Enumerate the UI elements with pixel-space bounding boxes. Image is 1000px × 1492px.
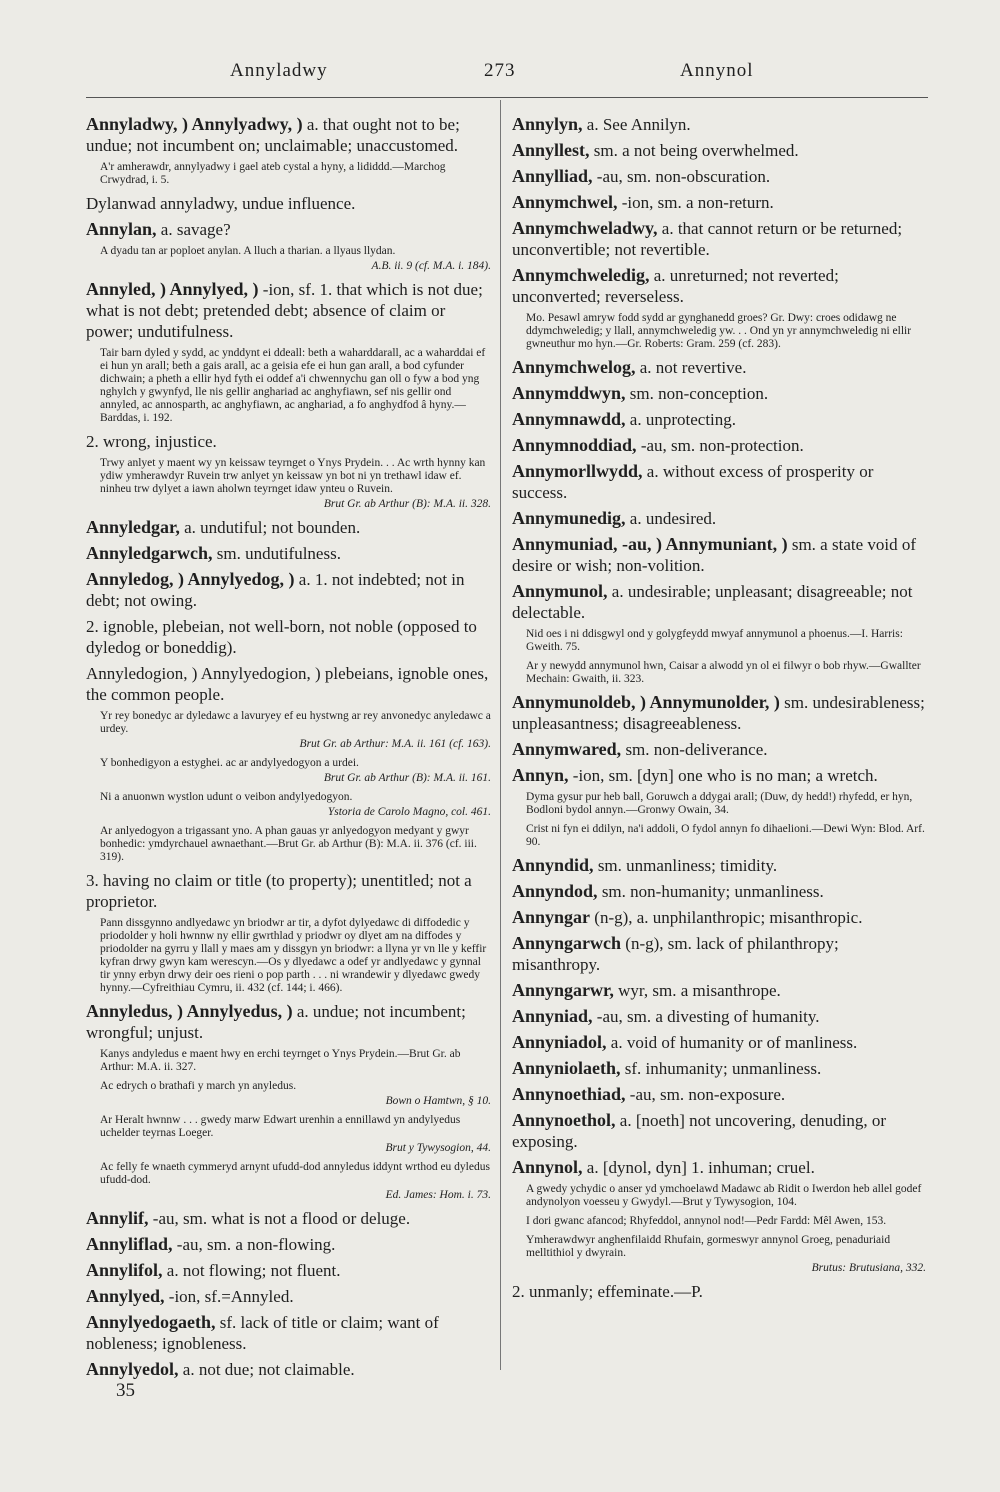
headword: Annyledog, ) Annylyedog, ): [86, 569, 295, 589]
headword: Annyledus, ) Annylyedus, ): [86, 1001, 293, 1021]
headword: Annyniad,: [512, 1006, 593, 1026]
sense-continuation: 3. having no claim or title (to property); unentitled; not a proprietor.: [86, 871, 472, 911]
headword: Annyniadol,: [512, 1032, 607, 1052]
dictionary-entry: [512, 1058, 926, 1079]
definition: sm. undesirableness; unpleasantness; disagreeableness.: [512, 693, 925, 733]
dictionary-entry: [512, 192, 926, 213]
definition: sf. lack of title or claim; want of nobleness; ignobleness.: [86, 1313, 439, 1353]
definition: -ion, sf. 1. that which is not due; what is not debt; pretended debt; absence of claim or power; undutifulness.: [86, 280, 483, 341]
headword: Annyledgarwch,: [86, 543, 213, 563]
dictionary-entry: [512, 1110, 926, 1152]
dictionary-entry: [512, 218, 926, 260]
citation-quote: Y bonhedigyon a estyghei. ac ar andylyedogyon a urdei.: [100, 757, 359, 769]
headword: Annyn,: [512, 765, 569, 785]
column-divider: [500, 100, 501, 1370]
definition: -ion, sf.=Annyled.: [164, 1287, 294, 1306]
headword: Annylyed,: [86, 1286, 165, 1306]
definition: a. unprotecting.: [625, 410, 737, 429]
running-head-right: Annynol: [680, 60, 754, 81]
dictionary-entry: [86, 1312, 491, 1354]
citation-source: Brut Gr. ab Arthur: M.A. ii. 161 (cf. 163).: [299, 738, 491, 750]
definition: a. undesired.: [625, 509, 717, 528]
headword: Annymnoddiad,: [512, 435, 637, 455]
definition: -ion, sm. a non-return.: [617, 193, 774, 212]
definition: a. that ought not to be; undue; not incumbent on; unclaimable; unaccustomed.: [86, 115, 460, 155]
headword: Annyliflad,: [86, 1234, 173, 1254]
definition: -au, sm. a non-flowing.: [172, 1235, 336, 1254]
dictionary-entry: [86, 517, 491, 538]
dictionary-entry: [86, 569, 491, 611]
headword: Annymunoldeb, ) Annymunolder, ): [512, 692, 780, 712]
citation-quote: I dori gwanc afancod; Rhyfeddol, annynol nod!—Pedr Fardd: Mêl Awen, 153.: [526, 1215, 887, 1227]
dictionary-entry: [512, 739, 926, 760]
headword: Annylyedogaeth,: [86, 1312, 216, 1332]
headword: Annymunedig,: [512, 508, 626, 528]
citation-quote: Ac felly fe wnaeth cymmeryd arnynt ufudd-dod annyledus iddynt wrthod eu dyledus ufudd-dod.: [100, 1161, 490, 1186]
dictionary-entry: [512, 881, 926, 902]
dictionary-entry: [86, 543, 491, 564]
sense-continuation: 2. unmanly; effeminate.—P.: [512, 1282, 703, 1301]
definition: sm. unmanliness; timidity.: [593, 856, 778, 875]
page-number: 273: [484, 60, 516, 81]
sense-continuation: Dylanwad annyladwy, undue influence.: [86, 194, 356, 213]
headword: Annyled, ) Annylyed, ): [86, 279, 259, 299]
headword: Annylyn,: [512, 114, 583, 134]
right-column: [512, 114, 926, 1307]
citation-source: Bown o Hamtwn, § 10.: [385, 1095, 491, 1107]
citation-source: Brut y Tywysogion, 44.: [385, 1142, 491, 1154]
dictionary-entry: [512, 933, 926, 975]
definition: a. undesirable; unpleasant; disagreeable; not delectable.: [512, 582, 913, 622]
dictionary-entry: [512, 765, 926, 786]
citation-quote: A dyadu tan ar poploet anylan. A lluch a tharian. a llyaus llydan.: [100, 245, 396, 257]
citation-quote: Kanys andyledus e maent hwy en erchi teyrnget o Ynys Prydein.—Brut Gr. ab Arthur: M.A. ii. 327.: [100, 1048, 461, 1073]
definition: -ion, sm. [dyn] one who is no man; a wretch.: [568, 766, 878, 785]
definition: a. [dynol, dyn] 1. inhuman; cruel.: [582, 1158, 815, 1177]
dictionary-entry: [86, 1208, 491, 1229]
definition: sm. non-humanity; unmanliness.: [597, 882, 824, 901]
dictionary-entry: [512, 114, 926, 135]
headword: Annylan,: [86, 219, 157, 239]
definition: (n-g), sm. lack of philanthropy; misanthropy.: [512, 934, 839, 974]
dictionary-entry: [86, 279, 491, 342]
headword: Annyngarwr,: [512, 980, 614, 1000]
definition: a. not due; not claimable.: [178, 1360, 355, 1379]
definition: (n-g), a. unphilanthropic; misanthropic.: [590, 908, 863, 927]
headword: Annynol,: [512, 1157, 583, 1177]
signature-mark: 35: [116, 1380, 135, 1401]
citation-source: Ed. James: Hom. i. 73.: [385, 1189, 491, 1201]
dictionary-entry: [512, 980, 926, 1001]
citation-quote: Ar anlyedogyon a trigassant yno. A phan gauas yr anlyedogyon medyant y gwyr bonhedic: ymdyrchauel awnaethant.—Brut Gr. ab Arthur (B): M.A. ii. 376 (cf. iii. 319).: [100, 825, 477, 863]
definition: a. not flowing; not fluent.: [162, 1261, 341, 1280]
headword: Annymchwel,: [512, 192, 618, 212]
citation-source: A.B. ii. 9 (cf. M.A. i. 184).: [371, 260, 491, 272]
dictionary-entry: [512, 855, 926, 876]
citation-source: Brutus: Brutusiana, 332.: [811, 1262, 926, 1274]
citation-source: Brut Gr. ab Arthur (B): M.A. ii. 161.: [323, 772, 491, 784]
dictionary-entry: [512, 534, 926, 576]
headword: Annyledgar,: [86, 517, 180, 537]
dictionary-entry: [512, 1032, 926, 1053]
citation-quote: Crist ni fyn ei ddilyn, na'i addoli, O fydol annyn fo dihaelioni.—Dewi Wyn: Blod. Arf. 90.: [526, 823, 925, 848]
citation-quote: A gwedy ychydic o anser yd ymchoelawd Madawc ab Ridit o Iwerdon heb allel godef andynolyon voesseu y Gwydyl.—Brut y Tywysogion, 104.: [526, 1183, 922, 1208]
headword: Annylyedol,: [86, 1359, 179, 1379]
headword: Annylif,: [86, 1208, 149, 1228]
citation-source: Brut Gr. ab Arthur (B): M.A. ii. 328.: [323, 498, 491, 510]
left-column: [86, 114, 491, 1385]
definition: sm. non-conception.: [625, 384, 769, 403]
citation-quote: Tair barn dyled y sydd, ac ynddynt ei ddeall: beth a waharddarall, ac a waharddai ef ei hun yn arall; beth a gais arall, ac a geisia efe ei hun gan arall, a bod cyfunder dichwain; a pheth a ellir hyd fyth ei oddef a'i chwennychu gan oll o fyw a bod yng nghylch y gwynfyd, lle nis gellir anghariad ac anghyfiawn, sef nis gellir ond annyled, ac annosparth, ac anghyfiawn, ac anghariad, a fo anghydfod â hyny.—Barddas, i. 192.: [100, 347, 486, 424]
definition: wyr, sm. a misanthrope.: [613, 981, 781, 1000]
headword: Annyllest,: [512, 140, 590, 160]
definition: a. [noeth] not uncovering, denuding, or exposing.: [512, 1111, 887, 1151]
headword: Annymuniad, -au, ) Annymuniant, ): [512, 534, 788, 554]
citation-quote: Ac edrych o brathafi y march yn anyledus.: [100, 1080, 297, 1092]
dictionary-entry: [86, 219, 491, 240]
dictionary-entry: [86, 1359, 491, 1380]
headword: Annylifol,: [86, 1260, 163, 1280]
citation-quote: Ar y newydd annymunol hwn, Caisar a alwodd yn ol ei filwyr o bob rhyw.—Gwallter Mechain: Gwaith, ii. 323.: [526, 660, 921, 685]
citation-source: Ystoria de Carolo Magno, col. 461.: [327, 806, 491, 818]
headword: Annymnawdd,: [512, 409, 626, 429]
definition: a. undue; not incumbent; wrongful; unjust.: [86, 1002, 466, 1042]
headword: Annymunol,: [512, 581, 608, 601]
headword: Annymchweledig,: [512, 265, 650, 285]
dictionary-entry: [512, 461, 926, 503]
citation-quote: Pann dissgynno andlyedawc yn briodwr ar tir, a dyfot dylyedawc di diffodedic y priodolder y holi hwnnw ny ellir gwrthlad y priodwr oy dlyet am na diffodes y priodolder na gyrru y llall y maes am y dissgyn yn briodwr: a llyna yr vn lle y keffir kyfran drwy gwyn kam werescyn.—Os y dlyedawc a odef yr andlyedawc y gynnal tir ynny erbyn drwy deir oes rieni o pop parth . . . ni wrandewir y dlyedawc gwedy hynny.—Cyfreithiau Cymru, ii. 432 (cf. 144; i. 466).: [100, 917, 487, 994]
citation-quote: Ymherawdwyr anghenfilaidd Rhufain, gormeswyr annynol Groeg, penaduriaid melltithiol y dwyrain.: [526, 1234, 891, 1259]
citation-quote: A'r amherawdr, annylyadwy i gael ateb cystal a hyny, a lididdd.—Marchog Crwydrad, i. 5.: [100, 161, 446, 186]
dictionary-entry: [512, 907, 926, 928]
definition: sf. inhumanity; unmanliness.: [620, 1059, 822, 1078]
dictionary-entry: [512, 383, 926, 404]
definition: sm. non-deliverance.: [621, 740, 768, 759]
dictionary-entry: [512, 166, 926, 187]
citation-quote: Yr rey bonedyc ar dyledawc a lavuryey ef eu hystwng ar rey anvonedyc anyledawc a urdey.: [100, 710, 491, 735]
headword: Annymchweladwy,: [512, 218, 658, 238]
headword: Annynoethol,: [512, 1110, 616, 1130]
definition: a. undutiful; not bounden.: [179, 518, 361, 537]
definition: sm. a state void of desire or wish; non-volition.: [512, 535, 917, 575]
definition: sm. undutifulness.: [212, 544, 341, 563]
headword: Annyngarwch: [512, 933, 622, 953]
headword: Annynoethiad,: [512, 1084, 626, 1104]
definition: -au, sm. what is not a flood or deluge.: [148, 1209, 411, 1228]
dictionary-entry: [512, 581, 926, 623]
header-rule: [86, 97, 928, 98]
dictionary-entry: [512, 508, 926, 529]
definition: a. not revertive.: [635, 358, 747, 377]
headword: Annyndid,: [512, 855, 594, 875]
citation-quote: Mo. Pesawl amryw fodd sydd ar gynghanedd groes? Gr. Dwy: croes odidawg ne ddymchweledig; y llall, annymchweledig yw. . . Ond yn yr annymchweledig ni ellir gwneuthur mo hyn.—Gr. Roberts: Gram. 259 (cf. 283).: [526, 312, 912, 350]
sense-continuation: 2. ignoble, plebeian, not well-born, not noble (opposed to dyledog or boneddig).: [86, 617, 477, 657]
headword: Annyniolaeth,: [512, 1058, 621, 1078]
headword: Annymorllwydd,: [512, 461, 643, 481]
headword: Annyndod,: [512, 881, 598, 901]
dictionary-entry: [512, 435, 926, 456]
definition: a. unreturned; not reverted; unconverted; reverseless.: [512, 266, 839, 306]
citation-quote: Nid oes i ni ddisgwyl ond y golygfeydd mwyaf annymunol a phoenus.—I. Harris: Gweith. 75.: [526, 628, 903, 653]
dictionary-entry: [86, 114, 491, 156]
headword: Annymchwelog,: [512, 357, 636, 377]
definition: -au, sm. a divesting of humanity.: [592, 1007, 820, 1026]
citation-quote: Ar Heralt hwnnw . . . gwedy marw Edwart urenhin a ennillawd yn andylyedus uchelder teyrnas Loeger.: [100, 1114, 461, 1139]
dictionary-entry: [512, 140, 926, 161]
definition: -au, sm. non-protection.: [636, 436, 804, 455]
definition: a. without excess of prosperity or success.: [512, 462, 874, 502]
running-head-left: Annyladwy: [230, 60, 328, 81]
definition: a. See Annilyn.: [582, 115, 691, 134]
dictionary-entry: [86, 1234, 491, 1255]
headword: Annyngar: [512, 907, 591, 927]
dictionary-entry: [512, 1157, 926, 1178]
definition: a. void of humanity or of manliness.: [606, 1033, 858, 1052]
headword: Annyladwy, ) Annylyadwy, ): [86, 114, 303, 134]
citation-quote: Dyma gysur pur heb ball, Goruwch a ddygai arall; (Duw, dy hedd!) rhyfedd, er hyn, Bodloni bydol annyn.—Gronwy Owain, 34.: [526, 791, 913, 816]
definition: -au, sm. non-exposure.: [625, 1085, 786, 1104]
sense-continuation: 2. wrong, injustice.: [86, 432, 217, 451]
dictionary-entry: [86, 1260, 491, 1281]
citation-quote: Trwy anlyet y maent wy yn keissaw teyrnget o Ynys Prydein. . . Ac wrth hynny kan ydiw ymherawdyr Ruvein trw anlyet yn keissaw yn bot ni yn trethawl idaw ef. ninheu trw dylyet a iawn aholwn teyrnget idaw ynteu o Ruvein.: [100, 457, 486, 495]
definition: sm. a not being overwhelmed.: [589, 141, 799, 160]
dictionary-entry: [512, 692, 926, 734]
headword: Annymddwyn,: [512, 383, 626, 403]
dictionary-entry: [512, 265, 926, 307]
dictionary-entry: [86, 1286, 491, 1307]
definition: a. that cannot return or be returned; unconvertible; not revertible.: [512, 219, 903, 259]
dictionary-entry: [512, 357, 926, 378]
dictionary-entry: [512, 1006, 926, 1027]
dictionary-entry: [86, 1001, 491, 1043]
dictionary-entry: [512, 409, 926, 430]
definition: -au, sm. non-obscuration.: [592, 167, 771, 186]
dictionary-entry: [512, 1084, 926, 1105]
headword: Annylliad,: [512, 166, 593, 186]
sense-continuation: Annyledogion, ) Annylyedogion, ) plebeians, ignoble ones, the common people.: [86, 664, 489, 704]
definition: a. 1. not indebted; not in debt; not owing.: [86, 570, 465, 610]
citation-quote: Ni a anuonwn wystlon udunt o veibon andylyedogyon.: [100, 791, 353, 803]
headword: Annymwared,: [512, 739, 622, 759]
definition: a. savage?: [156, 220, 231, 239]
